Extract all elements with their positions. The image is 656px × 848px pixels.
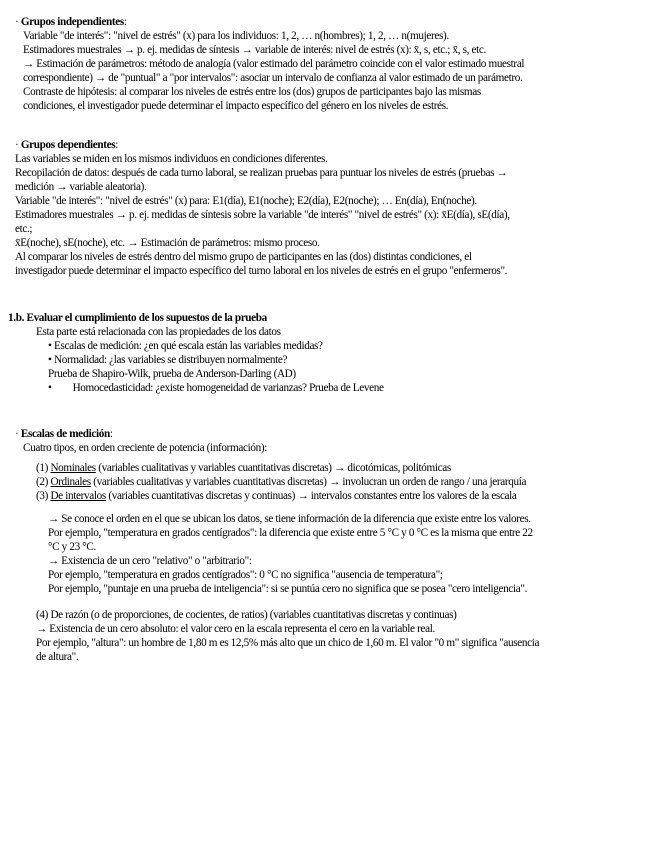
section-title: 1.b. Evaluar el cumplimiento de los supuestos de la prueba: [8, 312, 267, 324]
text-line: correspondiente) → de "puntual" a "por intervalos": asociar un intervalo de confianza al valor estimado de un parámetro.: [23, 72, 523, 84]
section-assumptions: [0, 311, 640, 395]
text-line: Cuatro tipos, en orden creciente de potencia (información):: [23, 442, 268, 454]
text-line: Variable "de interés": "nivel de estrés" (x) para los individuos: 1, 2, … n(hombres); 1, 2, … n(mujeres).: [23, 30, 449, 42]
scale-description: (variables cualitativas y variables cuantitativas discretas) → involucran un orden de rango / una jerarquía: [90, 476, 527, 488]
text-line: → Existencia de un cero absoluto: el valor cero en la escala representa el cero en la variable real.: [36, 623, 435, 635]
text-line: x̄E(noche), sE(noche), etc. → Estimación de parámetros: mismo proceso.: [15, 237, 320, 249]
text-line: condiciones, el investigador puede determinar el impacto específico del género en los niveles de estrés.: [23, 100, 449, 112]
text-line: Estimadores muestrales → p. ej. medidas de síntesis sobre la variable "de interés" "nivel de estrés" (x): x̄E(día), sE(día),: [15, 209, 510, 221]
text-line: de altura".: [36, 651, 79, 663]
text-line: Las variables se miden en los mismos individuos en condiciones diferentes.: [15, 153, 328, 165]
scale-name: Nominales: [50, 462, 96, 474]
text-line: investigador puede determinar el impacto específico del turno laboral en los niveles de estrés en el grupo "enfermeros".: [15, 265, 508, 277]
text-line: °C y 23 °C.: [48, 541, 96, 553]
list-item: • Normalidad: ¿las variables se distribuyen normalmente?: [48, 354, 288, 366]
scale-description: (variables cuantitativas discretas y continuas) → intervalos constantes entre los valores de la escala: [105, 490, 517, 502]
scale-item-ratio: (4) De razón (o de proporciones, de cocientes, de ratios) (variables cuantitativas discretas y continuas): [36, 609, 457, 621]
text-line: → Se conoce el orden en el que se ubican los datos, se tiene información de la diferencia que existe entre los valores.: [48, 513, 531, 525]
section-dependent-groups: [0, 138, 640, 278]
section-heading-line: · Grupos independientes:: [15, 16, 127, 28]
scale-description: (variables cualitativas y variables cuantitativas discretas) → dicotómicas, politómicas: [95, 462, 451, 474]
scale-name: Ordinales: [50, 476, 91, 488]
scale-item-ordinal: [0, 475, 640, 489]
section-title: Grupos independientes: [20, 16, 124, 28]
scale-number: (3): [36, 490, 51, 502]
text-line: Por ejemplo, "altura": un hombre de 1,80 m es 12,5% más alto que un chico de 1,60 m. El valor "0 m" significa "ausencia: [36, 637, 540, 649]
text-line: → Existencia de un cero "relativo" o "arbitrario":: [48, 555, 252, 567]
scale-name: De intervalos: [50, 490, 106, 502]
scale-item-interval: [0, 489, 640, 503]
text-line: Por ejemplo, "temperatura en grados centígrados": 0 °C no significa "ausencia de temperatura";: [48, 569, 443, 581]
scale-item-nominal: [0, 461, 640, 475]
section-title: Grupos dependientes: [20, 139, 116, 151]
text-line: medición → variable aleatoria).: [15, 181, 147, 193]
text-line: → Estimación de parámetros: método de analogía (valor estimado del parámetro coincide con el valor estimado muestral: [23, 58, 525, 70]
section-measurement-scales: [0, 427, 640, 664]
text-line: Contraste de hipótesis: al comparar los niveles de estrés entre los (dos) grupos de participantes bajo las mismas: [23, 86, 481, 98]
text-line: etc.;: [15, 223, 33, 235]
scale-number: (2): [36, 476, 51, 488]
list-item: [0, 381, 640, 395]
text-line: Por ejemplo, "temperatura en grados centígrados": la diferencia que existe entre 5 °C y 0 °C es la misma que entre 22: [48, 527, 533, 539]
section-independent-groups: [0, 15, 640, 113]
text-line: Esta parte está relacionada con las propiedades de los datos: [36, 326, 281, 338]
text-line: Variable "de interés": "nivel de estrés" (x) para: E1(día), E1(noche); E2(día), E2(noche); … En(día), En(noche).: [15, 195, 477, 207]
bullet: •: [48, 382, 52, 394]
text-line: Al comparar los niveles de estrés dentro del mismo grupo de participantes en las (dos) distintas condiciones, el: [15, 251, 472, 263]
section-title: Escalas de medición: [20, 428, 110, 440]
scale-number: (1): [36, 462, 51, 474]
list-item: • Escalas de medición: ¿en qué escala están las variables medidas?: [48, 340, 323, 352]
list-item: Prueba de Shapiro-Wilk, prueba de Anderson-Darling (AD): [48, 368, 296, 380]
text-line: Recopilación de datos: después de cada turno laboral, se realizan pruebas para puntuar los niveles de estrés (pruebas →: [15, 167, 508, 179]
text-line: Por ejemplo, "puntaje en una prueba de inteligencia": si se puntúa cero no significa que se posea "cero inteligencia".: [48, 583, 527, 595]
text-line: Estimadores muestrales → p. ej. medidas de síntesis → variable de interés: nivel de estrés (x): x̄, s, etc.; x̄, s, etc.: [23, 44, 486, 56]
section-heading-line: · Escalas de medición:: [15, 428, 113, 440]
section-heading-line: · Grupos dependientes:: [15, 139, 118, 151]
list-item-text: Homocedasticidad: ¿existe homogeneidad de varianzas? Prueba de Levene: [72, 382, 384, 394]
